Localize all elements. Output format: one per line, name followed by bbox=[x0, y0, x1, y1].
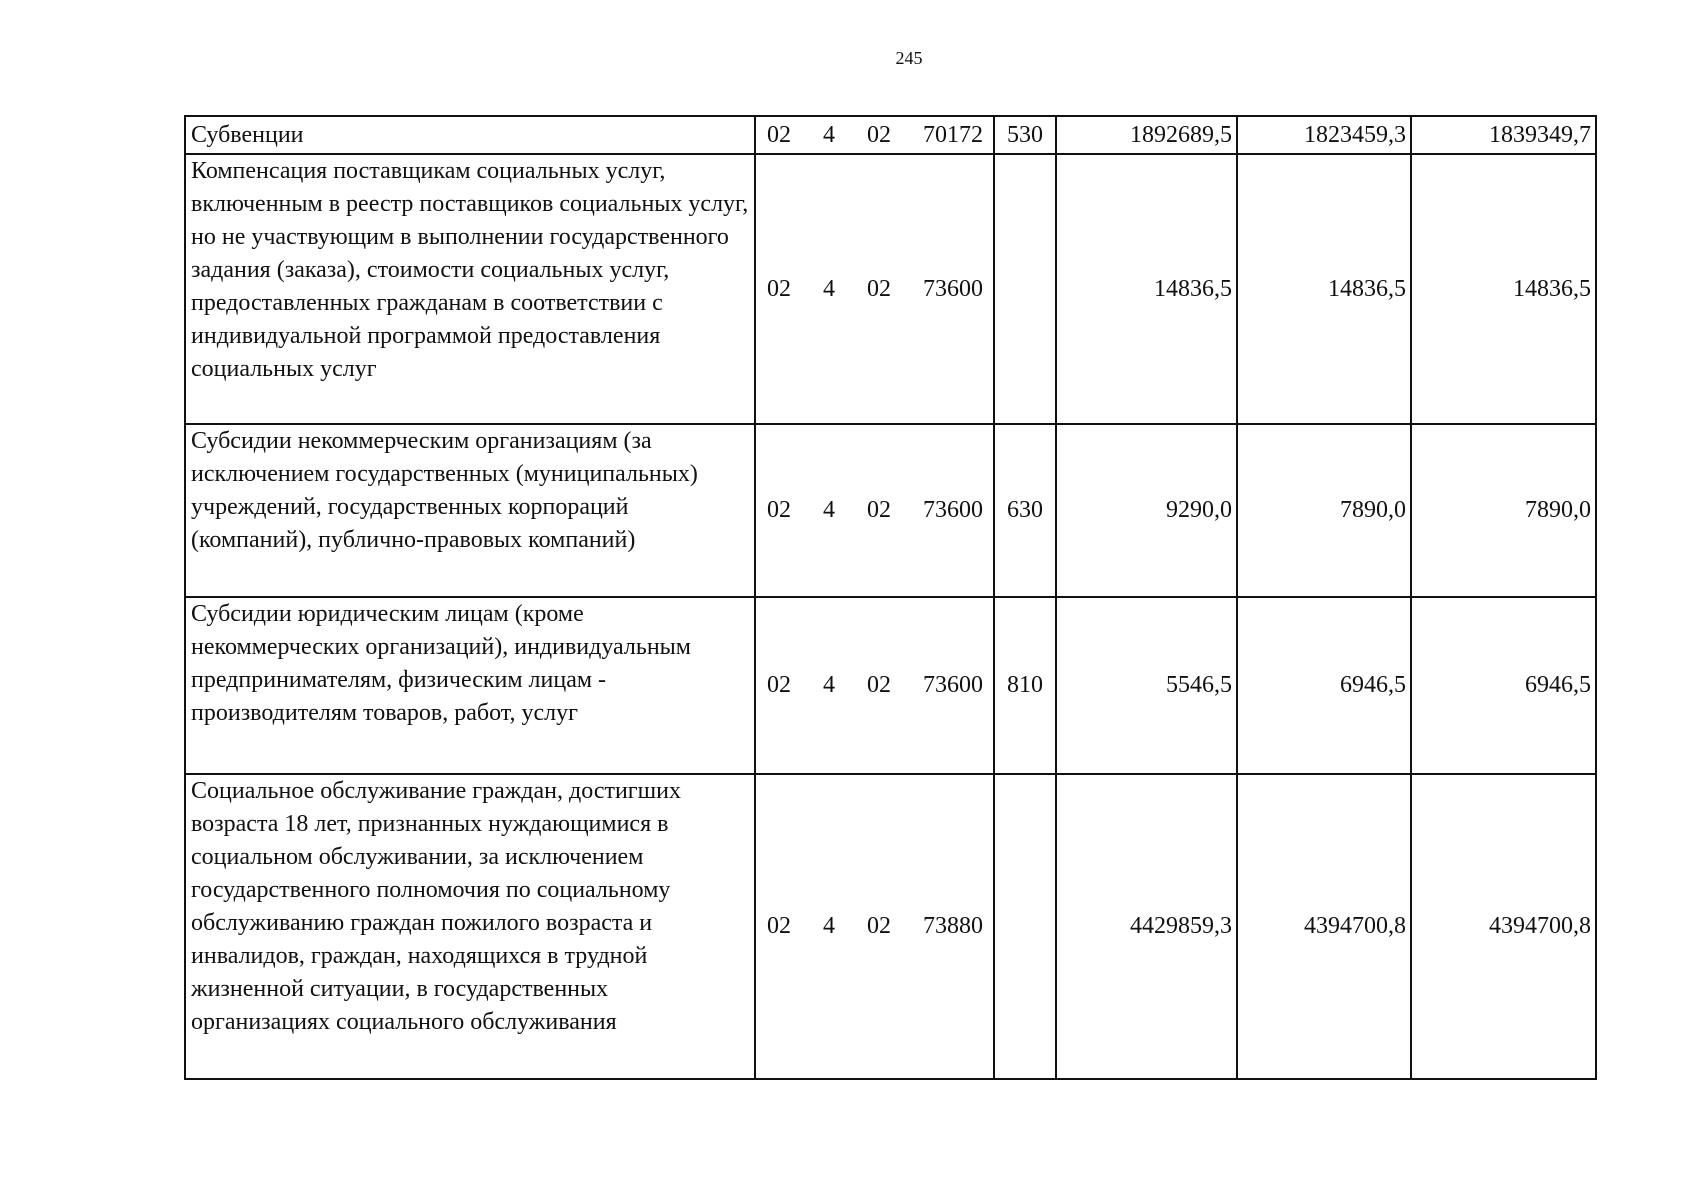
amount-year-1: 9290,0 bbox=[1056, 424, 1237, 597]
program-code-cell bbox=[755, 154, 994, 424]
measure-code: 02 bbox=[867, 275, 891, 302]
program-code-cell bbox=[755, 774, 994, 1079]
direction-code: 73880 bbox=[923, 913, 983, 939]
subprogram-code: 4 bbox=[823, 275, 835, 302]
amount-year-3: 6946,5 bbox=[1411, 597, 1596, 774]
table-row bbox=[185, 424, 1596, 597]
amount-year-2: 6946,5 bbox=[1237, 597, 1411, 774]
expense-type-code: 530 bbox=[994, 116, 1056, 154]
direction-code: 73600 bbox=[923, 275, 983, 302]
direction-code: 70172 bbox=[923, 121, 983, 148]
amount-year-1: 1892689,5 bbox=[1056, 116, 1237, 154]
amount-year-3: 14836,5 bbox=[1411, 154, 1596, 424]
amount-year-3: 4394700,8 bbox=[1411, 774, 1596, 1079]
expense-type-code: 630 bbox=[994, 424, 1056, 597]
amount-year-2: 4394700,8 bbox=[1237, 774, 1411, 1079]
table-row bbox=[185, 597, 1596, 774]
table-row bbox=[185, 116, 1596, 154]
amount-year-2: 7890,0 bbox=[1237, 424, 1411, 597]
table-row bbox=[185, 154, 1596, 424]
amount-year-1: 4429859,3 bbox=[1056, 774, 1237, 1079]
table-row bbox=[185, 774, 1596, 1079]
measure-code: 02 bbox=[867, 497, 891, 523]
amount-year-3: 1839349,7 bbox=[1411, 116, 1596, 154]
program-code: 02 bbox=[767, 497, 791, 523]
program-code: 02 bbox=[767, 672, 791, 698]
amount-year-2: 1823459,3 bbox=[1237, 116, 1411, 154]
direction-code: 73600 bbox=[923, 672, 983, 698]
amount-year-2: 14836,5 bbox=[1237, 154, 1411, 424]
row-description: Субсидии юридическим лицам (кроме некоммерческих организаций), индивидуальным предпринимателям, физическим лицам - производителям товаров, работ, услуг bbox=[185, 597, 755, 774]
direction-code: 73600 bbox=[923, 497, 983, 523]
budget-table bbox=[184, 115, 1597, 1080]
row-description: Субсидии некоммерческим организациям (за исключением государственных (муниципальных) учреждений, государственных корпораций (компаний), публично-правовых компаний) bbox=[185, 424, 755, 597]
subprogram-code: 4 bbox=[823, 672, 835, 698]
subprogram-code: 4 bbox=[823, 497, 835, 523]
program-code-cell bbox=[755, 597, 994, 774]
subprogram-code: 4 bbox=[823, 121, 835, 148]
program-code-cell bbox=[755, 424, 994, 597]
program-code: 02 bbox=[767, 121, 791, 148]
program-code-cell bbox=[755, 116, 994, 154]
measure-code: 02 bbox=[867, 913, 891, 939]
page-number: 245 bbox=[895, 48, 923, 68]
measure-code: 02 bbox=[867, 121, 891, 148]
expense-type-code bbox=[994, 154, 1056, 424]
amount-year-1: 5546,5 bbox=[1056, 597, 1237, 774]
expense-type-code bbox=[994, 774, 1056, 1079]
measure-code: 02 bbox=[867, 672, 891, 698]
program-code: 02 bbox=[767, 913, 791, 939]
expense-type-code: 810 bbox=[994, 597, 1056, 774]
row-description: Субвенции bbox=[185, 116, 755, 154]
amount-year-3: 7890,0 bbox=[1411, 424, 1596, 597]
subprogram-code: 4 bbox=[823, 913, 835, 939]
amount-year-1: 14836,5 bbox=[1056, 154, 1237, 424]
row-description: Компенсация поставщикам социальных услуг, включенным в реестр поставщиков социальных услуг, но не участвующим в выполнении государственного задания (заказа), стоимости социальных услуг, предоставленных гражданам в соответствии с индивидуальной программой предоставления социальных услуг bbox=[185, 154, 755, 424]
row-description: Социальное обслуживание граждан, достигших возраста 18 лет, признанных нуждающимися в социальном обслуживании, за исключением государственного полномочия по социальному обслуживанию граждан пожилого возраста и инвалидов, граждан, находящихся в трудной жизненной ситуации, в государственных организациях социального обслуживания bbox=[185, 774, 755, 1079]
program-code: 02 bbox=[767, 275, 791, 302]
